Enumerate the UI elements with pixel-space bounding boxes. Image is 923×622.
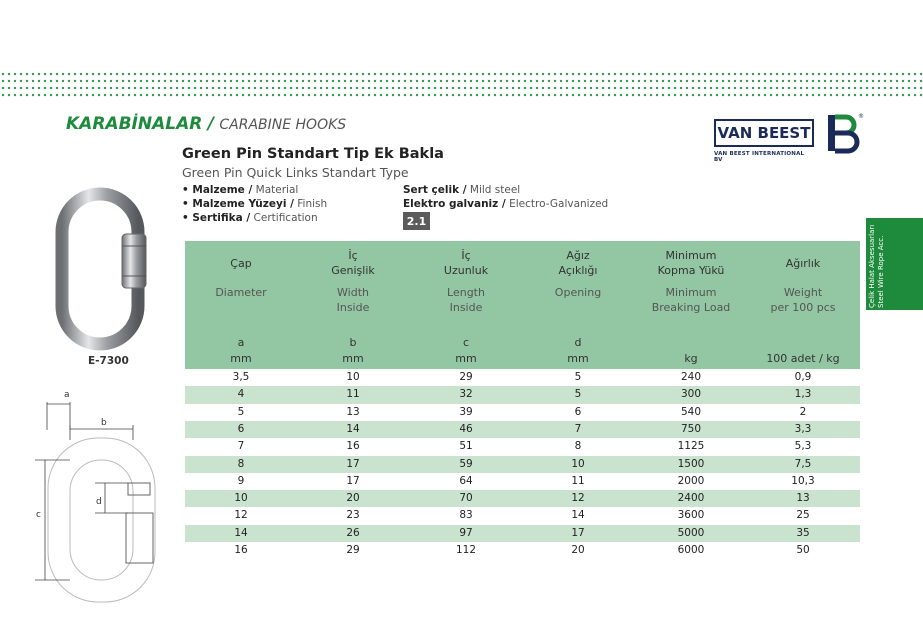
table-row — [185, 404, 860, 421]
product-subtitle: Green Pin Quick Links Standart Type — [182, 165, 409, 180]
side-tab-line1: Çelik Halat Aksesuarları — [868, 224, 876, 308]
table-cell: 20 — [346, 492, 360, 505]
table-cell: 25 — [796, 509, 810, 522]
table-cell: 7 — [237, 440, 245, 453]
table-cell: 12 — [571, 492, 585, 505]
table-cell: 17 — [346, 457, 360, 470]
table-cell: 16 — [346, 440, 360, 453]
product-title: Green Pin Standart Tip Ek Bakla — [182, 146, 444, 162]
table-cell: 6 — [574, 405, 582, 418]
column-header-unit: mm — [230, 352, 252, 365]
spec-label-tr: • Sertifika / — [182, 212, 251, 224]
table-row — [185, 507, 860, 524]
table-cell: 7 — [574, 422, 582, 435]
table-cell: 2400 — [677, 492, 705, 505]
table-row — [185, 525, 860, 542]
table-row — [185, 456, 860, 473]
spec-label-tr: • Malzeme Yüzeyi / — [182, 198, 294, 210]
dotted-band-top — [0, 72, 923, 76]
quick-link-photo — [52, 186, 154, 352]
section-title-tr: KARABİNALAR — [66, 114, 203, 134]
table-cell: 17 — [571, 526, 585, 539]
table-cell: 6 — [237, 422, 245, 435]
spec-finish-label — [182, 198, 327, 210]
table-row — [185, 490, 860, 507]
brand-name: VAN BEEST — [714, 119, 814, 147]
table-cell: 8 — [574, 440, 582, 453]
spec-certification-label — [182, 212, 318, 224]
dim-label-a: a — [64, 390, 70, 400]
table-cell: 5 — [574, 388, 582, 401]
dim-label-d: d — [96, 497, 102, 507]
spec-label-tr: • Malzeme / — [182, 184, 253, 196]
table-cell: 14 — [571, 509, 585, 522]
spec-material-label — [182, 184, 298, 196]
technical-drawing — [0, 380, 175, 620]
table-cell: 23 — [346, 509, 360, 522]
table-cell: 5 — [237, 405, 245, 418]
spec-value-en: Mild steel — [469, 184, 521, 196]
column-header-unit: kg — [684, 352, 698, 365]
table-cell: 14 — [234, 526, 248, 539]
table-cell: 83 — [459, 509, 473, 522]
brand-logo — [714, 111, 864, 163]
column-header-symbol: a — [237, 336, 245, 349]
table-cell: 51 — [459, 440, 473, 453]
side-category-tab[interactable] — [866, 218, 923, 310]
column-header-tr: İç Uzunluk — [443, 249, 489, 277]
table-cell: 5000 — [677, 526, 705, 539]
brand-mark-icon — [824, 111, 864, 155]
brand-subtitle: VAN BEEST INTERNATIONAL BV — [714, 151, 805, 163]
dim-label-b: b — [101, 418, 107, 428]
column-header-unit: mm — [455, 352, 477, 365]
table-cell: 3,3 — [794, 422, 812, 435]
column-header-unit: mm — [567, 352, 589, 365]
spec-finish-value — [403, 198, 608, 210]
section-title-en: CARABINE HOOKS — [219, 117, 347, 133]
table-row — [185, 386, 860, 403]
dotted-band-mid2 — [0, 86, 923, 90]
table-cell: 29 — [346, 544, 360, 556]
table-cell: 70 — [459, 492, 473, 505]
column-header-en: Width Inside — [336, 286, 370, 314]
table-cell: 50 — [796, 544, 810, 556]
table-cell: 14 — [346, 422, 360, 435]
table-cell: 4 — [237, 388, 245, 401]
spec-label-en: Certification — [253, 212, 318, 224]
table-cell: 8 — [237, 457, 245, 470]
table-cell: 6000 — [677, 544, 705, 556]
column-header-unit: mm — [342, 352, 364, 365]
spec-value-tr: Sert çelik / — [403, 184, 467, 196]
table-cell: 16 — [234, 544, 248, 556]
table-row — [185, 421, 860, 438]
table-cell: 1125 — [677, 440, 705, 453]
dotted-band-bottom — [0, 93, 923, 97]
table-cell: 2000 — [677, 474, 705, 487]
column-header-en: Diameter — [215, 286, 267, 299]
section-title-separator: / — [207, 114, 214, 134]
table-cell: 300 — [680, 388, 702, 401]
table-cell: 540 — [680, 405, 702, 418]
table-cell: 64 — [459, 474, 473, 487]
table-cell: 35 — [796, 526, 810, 539]
table-row — [185, 369, 860, 386]
column-header-tr: Ağız Açıklığı — [558, 249, 598, 277]
table-row — [185, 473, 860, 490]
table-cell: 13 — [346, 405, 360, 418]
table-row — [185, 542, 860, 559]
spec-value-en: Electro-Galvanized — [509, 198, 609, 210]
table-cell: 240 — [680, 371, 702, 383]
table-cell: 0,9 — [794, 371, 812, 383]
column-header-en: Weight per 100 pcs — [770, 286, 836, 314]
table-cell: 97 — [459, 526, 473, 539]
table-cell: 112 — [455, 544, 477, 556]
column-header-tr: Çap — [230, 257, 252, 270]
table-cell: 5,3 — [794, 440, 812, 453]
column-header-en: Length Inside — [447, 286, 485, 314]
table-cell: 17 — [346, 474, 360, 487]
column-header-en: Opening — [554, 286, 602, 299]
table-cell: 26 — [346, 526, 360, 539]
column-header-unit: 100 adet / kg — [766, 352, 840, 365]
section-title — [66, 114, 346, 134]
column-header-symbol: d — [574, 336, 582, 349]
table-cell: 29 — [459, 371, 473, 383]
table-cell: 3600 — [677, 509, 705, 522]
dim-label-c: c — [36, 510, 41, 520]
side-tab-text — [868, 218, 886, 308]
column-header-symbol: c — [462, 336, 470, 349]
table-cell: 39 — [459, 405, 473, 418]
product-reference: E-7300 — [88, 355, 129, 367]
table-cell: 1500 — [677, 457, 705, 470]
table-cell: 10 — [346, 371, 360, 383]
dotted-band-mid — [0, 79, 923, 83]
table-cell: 32 — [459, 388, 473, 401]
table-cell: 5 — [574, 371, 582, 383]
table-cell: 2 — [799, 405, 807, 418]
table-cell: 11 — [346, 388, 360, 401]
table-cell: 11 — [571, 474, 585, 487]
table-cell: 1,3 — [794, 388, 812, 401]
spec-label-en: Finish — [297, 198, 328, 210]
registered-mark: ® — [858, 113, 864, 120]
column-header-tr: Ağırlık — [785, 257, 821, 270]
column-header-symbol: b — [349, 336, 357, 349]
spec-material-value — [403, 184, 520, 196]
spec-label-en: Material — [255, 184, 299, 196]
spec-value-tr: Elektro galvaniz / — [403, 198, 506, 210]
table-cell: 750 — [680, 422, 702, 435]
table-cell: 9 — [237, 474, 245, 487]
column-header-tr: İç Genişlik — [331, 249, 375, 277]
table-cell: 46 — [459, 422, 473, 435]
side-tab-line2: Steel Wire Rope Acc. — [877, 235, 885, 308]
table-cell: 20 — [571, 544, 585, 556]
table-row — [185, 438, 860, 455]
column-header-en: Minimum Breaking Load — [651, 286, 731, 314]
column-header-tr: Minimum Kopma Yükü — [657, 249, 725, 277]
table-cell: 10 — [571, 457, 585, 470]
table-cell: 10,3 — [791, 474, 815, 487]
table-cell: 3,5 — [232, 371, 250, 383]
table-cell: 12 — [234, 509, 248, 522]
certification-badge: 2.1 — [403, 212, 430, 230]
table-cell: 59 — [459, 457, 473, 470]
table-cell: 7,5 — [794, 457, 812, 470]
table-cell: 10 — [234, 492, 248, 505]
table-cell: 13 — [796, 492, 810, 505]
